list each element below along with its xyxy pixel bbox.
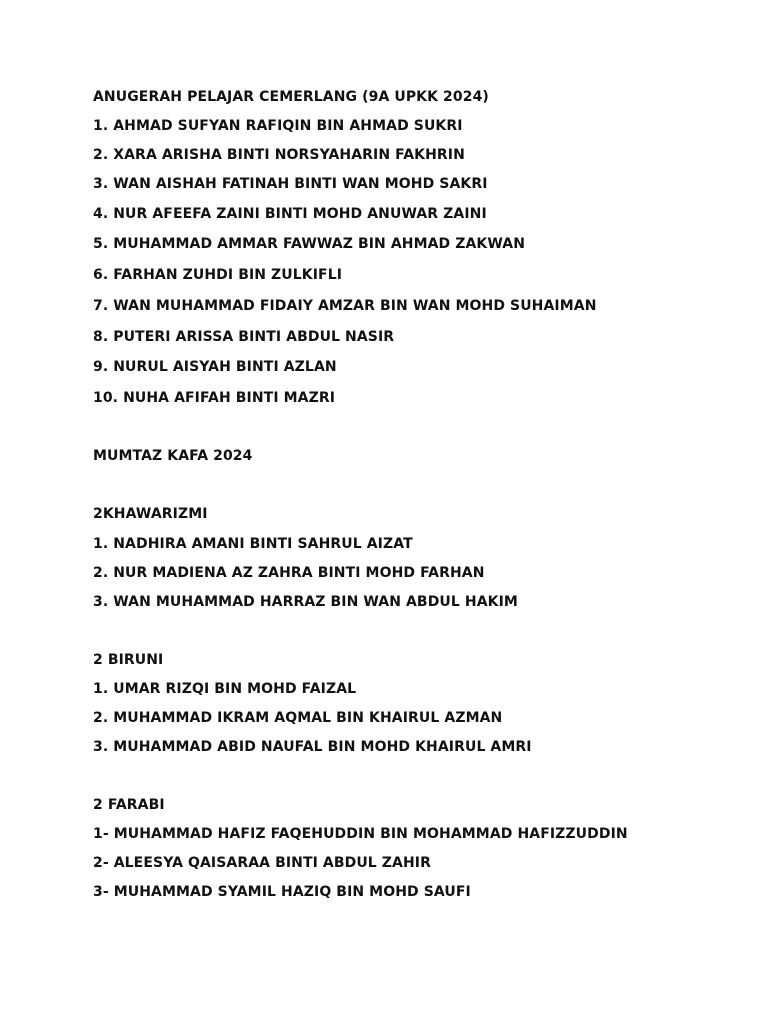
class-heading-biruni: 2 BIRUNI — [93, 652, 164, 668]
student-list-item: 2. NUR MADIENA AZ ZAHRA BINTI MOHD FARHAN — [93, 565, 485, 581]
student-list-item: 3- MUHAMMAD SYAMIL HAZIQ BIN MOHD SAUFI — [93, 884, 471, 900]
class-heading-farabi: 2 FARABI — [93, 797, 165, 813]
award-list-item: 1. AHMAD SUFYAN RAFIQIN BIN AHMAD SUKRI — [93, 118, 463, 134]
award-list-item: 3. WAN AISHAH FATINAH BINTI WAN MOHD SAKRI — [93, 176, 488, 192]
award-list-item: 6. FARHAN ZUHDI BIN ZULKIFLI — [93, 267, 343, 283]
award-list-item: 8. PUTERI ARISSA BINTI ABDUL NASIR — [93, 329, 395, 345]
award-title: ANUGERAH PELAJAR CEMERLANG (9A UPKK 2024) — [93, 89, 489, 105]
award-list-item: 2. XARA ARISHA BINTI NORSYAHARIN FAKHRIN — [93, 147, 465, 163]
class-heading-khawarizmi: 2KHAWARIZMI — [93, 506, 208, 522]
award-list-item: 5. MUHAMMAD AMMAR FAWWAZ BIN AHMAD ZAKWAN — [93, 236, 526, 252]
student-list-item: 1. UMAR RIZQI BIN MOHD FAIZAL — [93, 681, 357, 697]
mumtaz-title: MUMTAZ KAFA 2024 — [93, 448, 253, 464]
award-list-item: 9. NURUL AISYAH BINTI AZLAN — [93, 359, 337, 375]
student-list-item: 3. WAN MUHAMMAD HARRAZ BIN WAN ABDUL HAKIM — [93, 594, 518, 610]
student-list-item: 1. NADHIRA AMANI BINTI SAHRUL AIZAT — [93, 536, 413, 552]
award-list-item: 7. WAN MUHAMMAD FIDAIY AMZAR BIN WAN MOHD SUHAIMAN — [93, 298, 597, 314]
student-list-item: 2. MUHAMMAD IKRAM AQMAL BIN KHAIRUL AZMAN — [93, 710, 503, 726]
award-list-item: 4. NUR AFEEFA ZAINI BINTI MOHD ANUWAR ZAINI — [93, 206, 487, 222]
student-list-item: 3. MUHAMMAD ABID NAUFAL BIN MOHD KHAIRUL AMRI — [93, 739, 532, 755]
student-list-item: 1- MUHAMMAD HAFIZ FAQEHUDDIN BIN MOHAMMAD HAFIZZUDDIN — [93, 826, 628, 842]
student-list-item: 2- ALEESYA QAISARAA BINTI ABDUL ZAHIR — [93, 855, 431, 871]
award-list-item: 10. NUHA AFIFAH BINTI MAZRI — [93, 390, 336, 406]
